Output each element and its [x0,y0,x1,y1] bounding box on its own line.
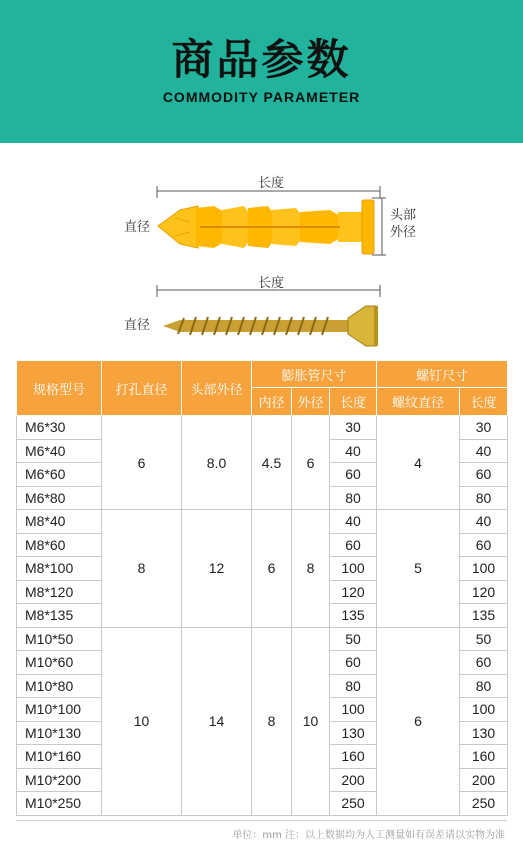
thread-diameter-cell: 4 [377,416,460,510]
screw-length-cell: 60 [460,463,508,487]
anchor-diameter-label: 直径 [124,220,151,235]
anchor-length-cell: 130 [330,721,377,745]
table-row [17,627,508,651]
model-cell: M6*30 [17,416,102,440]
inner-diameter-cell: 6 [252,510,292,628]
anchor-length-cell: 200 [330,768,377,792]
header-drill-diameter: 打孔直径 [102,361,182,416]
screw-length-cell: 100 [460,557,508,581]
header-anchor-group: 膨胀管尺寸 [252,361,377,388]
anchor-length-cell: 60 [330,533,377,557]
model-cell: M10*80 [17,674,102,698]
drill-diameter-cell: 10 [102,627,182,815]
anchor-head-label-line1: 头部 [390,208,417,223]
drill-diameter-cell: 8 [102,510,182,628]
model-cell: M8*120 [17,580,102,604]
model-cell: M10*50 [17,627,102,651]
footer-note: 单位：mm 注：以上数据均为人工测量如有误差请以实物为准 [232,830,505,841]
anchor-length-cell: 40 [330,510,377,534]
anchor-length-cell: 250 [330,792,377,816]
header-model: 规格型号 [17,361,102,416]
screw-length-cell: 60 [460,533,508,557]
model-cell: M10*100 [17,698,102,722]
anchor-length-cell: 80 [330,486,377,510]
table-row [17,416,508,440]
model-cell: M10*200 [17,768,102,792]
screw-length-cell: 40 [460,439,508,463]
outer-diameter-cell: 10 [292,627,330,815]
screw-length-cell: 80 [460,674,508,698]
head-diameter-cell: 14 [182,627,252,815]
screw-image [163,306,378,346]
header-thread-diameter: 螺纹直径 [377,388,460,416]
screw-length-cell: 100 [460,698,508,722]
inner-diameter-cell: 8 [252,627,292,815]
product-diagram [0,160,523,355]
head-diameter-cell: 8.0 [182,416,252,510]
spec-table [16,360,508,816]
header-outer-diameter: 外径 [292,388,330,416]
screw-length-cell: 130 [460,721,508,745]
model-cell: M10*250 [17,792,102,816]
anchor-length-cell: 100 [330,698,377,722]
model-cell: M8*135 [17,604,102,628]
inner-diameter-cell: 4.5 [252,416,292,510]
footer-divider [16,820,507,821]
model-cell: M10*160 [17,745,102,769]
model-cell: M8*100 [17,557,102,581]
screw-length-cell: 60 [460,651,508,675]
outer-diameter-cell: 8 [292,510,330,628]
screw-length-label: 长度 [258,276,285,291]
thread-diameter-cell: 5 [377,510,460,628]
header-screw-length: 长度 [460,388,508,416]
spec-table-header [17,361,508,416]
model-cell: M10*130 [17,721,102,745]
anchor-head-label-line2: 外径 [390,225,417,240]
screw-length-cell: 50 [460,627,508,651]
model-cell: M6*60 [17,463,102,487]
outer-diameter-cell: 6 [292,416,330,510]
model-cell: M8*40 [17,510,102,534]
anchor-length-cell: 120 [330,580,377,604]
spec-table-body [17,416,508,816]
screw-length-cell: 250 [460,792,508,816]
header-banner [0,0,523,143]
header-screw-group: 螺钉尺寸 [377,361,508,388]
model-cell: M6*40 [17,439,102,463]
anchor-length-cell: 80 [330,674,377,698]
screw-length-cell: 80 [460,486,508,510]
anchor-length-cell: 135 [330,604,377,628]
screw-length-cell: 30 [460,416,508,440]
screw-length-cell: 40 [460,510,508,534]
header-inner-diameter: 内径 [252,388,292,416]
screw-length-cell: 160 [460,745,508,769]
screw-diameter-label: 直径 [124,318,151,333]
screw-length-cell: 200 [460,768,508,792]
page-subtitle: COMMODITY PARAMETER [162,89,361,105]
expansion-anchor-image [158,200,374,254]
drill-diameter-cell: 6 [102,416,182,510]
anchor-length-cell: 60 [330,651,377,675]
anchor-length-label: 长度 [258,176,285,191]
header-head-diameter: 头部外径 [182,361,252,416]
model-cell: M6*80 [17,486,102,510]
head-diameter-cell: 12 [182,510,252,628]
table-row [17,510,508,534]
anchor-length-cell: 160 [330,745,377,769]
header-anchor-length: 长度 [330,388,377,416]
anchor-length-cell: 100 [330,557,377,581]
screw-length-cell: 135 [460,604,508,628]
anchor-length-cell: 50 [330,627,377,651]
model-cell: M10*60 [17,651,102,675]
thread-diameter-cell: 6 [377,627,460,815]
page-title: 商品参数 [171,35,352,84]
anchor-length-cell: 30 [330,416,377,440]
model-cell: M8*60 [17,533,102,557]
anchor-length-cell: 60 [330,463,377,487]
anchor-length-cell: 40 [330,439,377,463]
screw-length-cell: 120 [460,580,508,604]
